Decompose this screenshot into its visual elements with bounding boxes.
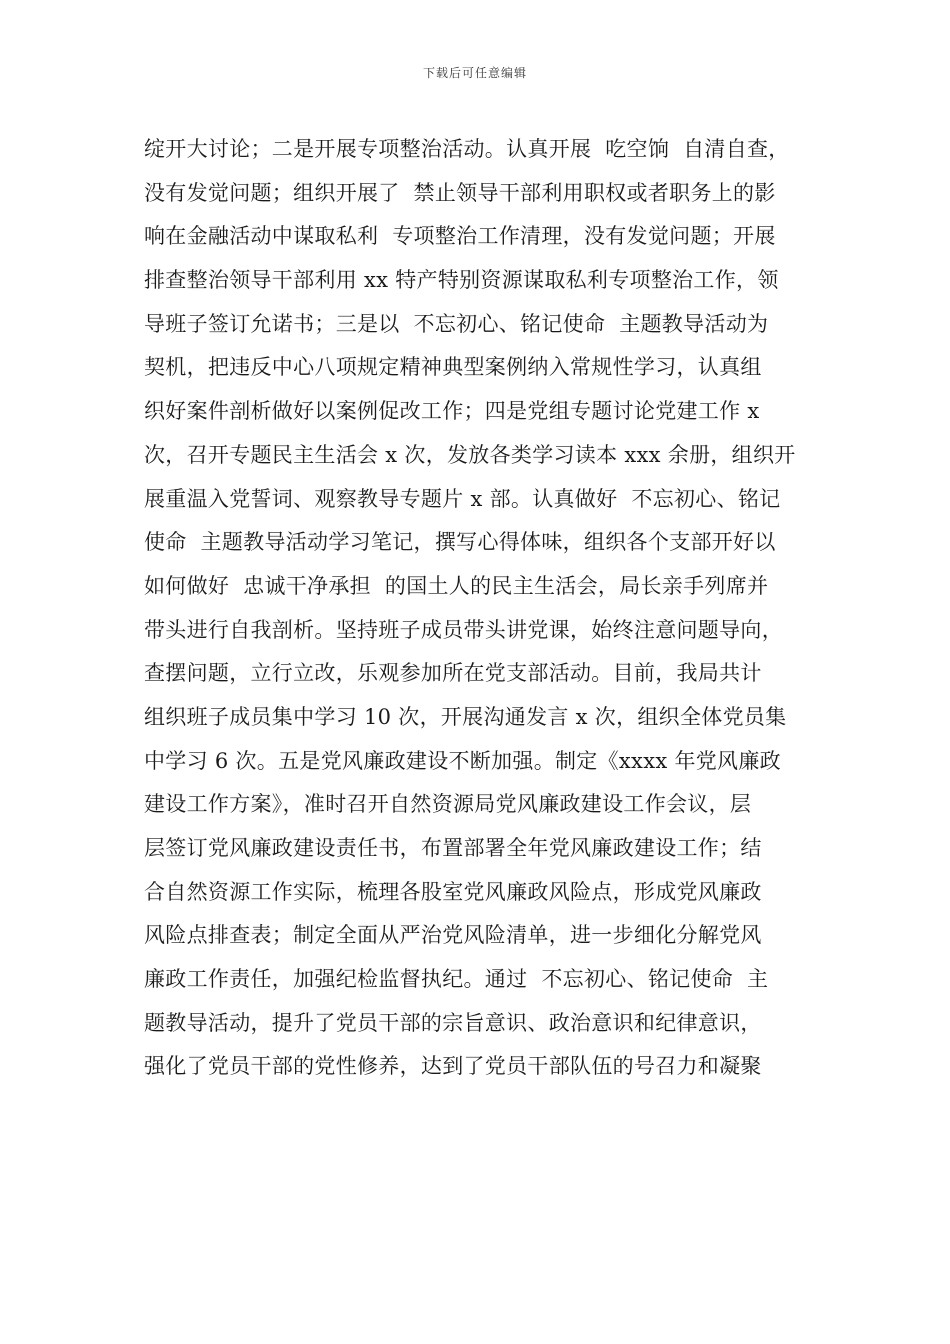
text-line: 廉政工作责任，加强纪检监督执纪。通过 不忘初心、铭记使命 主 xyxy=(144,967,769,992)
text-line: 查摆问题，立行立改，乐观参加所在党支部活动。目前，我局共计 xyxy=(144,661,762,686)
text-line: 如何做好 忠诚干净承担 的国土人的民主生活会，局长亲手列席并 xyxy=(144,573,769,598)
text-line: 次，召开专题民主生活会 x 次，发放各类学习读本 xxx 余册，组织开 xyxy=(144,442,796,467)
text-line: 带头进行自我剖析。坚持班子成员带头讲党课，始终注意问题导向， xyxy=(144,617,783,642)
text-line: 使命 主题教导活动学习笔记，撰写心得体味，组织各个支部开好以 xyxy=(144,530,776,555)
text-line: 层签订党风廉政建设责任书，布置部署全年党风廉政建设工作；结 xyxy=(144,836,762,860)
text-line: 导班子签订允诺书；三是以 不忘初心、铭记使命 主题教导活动为 xyxy=(144,311,769,336)
text-line: 中学习 6 次。五是党风廉政建设不断加强。制定《xxxx 年党风廉政 xyxy=(144,748,781,773)
text-line: 响在金融活动中谋取私利 专项整治工作清理，没有发觉问题；开展 xyxy=(144,224,776,249)
text-line: 组织班子成员集中学习 10 次，开展沟通发言 x 次，组织全体党员集 xyxy=(144,704,787,729)
text-line: 契机，把违反中心八项规定精神典型案例纳入常规性学习，认真组 xyxy=(144,355,762,380)
page-header: 下载后可任意编辑 xyxy=(422,66,527,80)
text-line: 织好案件剖析做好以案例促改工作；四是党组专题讨论党建工作 x xyxy=(144,399,760,424)
body-paragraph xyxy=(144,128,834,1089)
text-line: 展重温入党誓词、观察教导专题片 x 部。认真做好 不忘初心、铭记 xyxy=(144,486,781,511)
text-line: 排查整治领导干部利用 xx 特产特别资源谋取私利专项整治工作，领 xyxy=(144,268,779,293)
text-line: 合自然资源工作实际，梳理各股室党风廉政风险点，形成党风廉政 xyxy=(144,879,762,904)
text-line: 题教导活动，提升了党员干部的宗旨意识、政治意识和纪律意识， xyxy=(144,1010,762,1035)
text-line: 强化了党员干部的党性修养，达到了党员干部队伍的号召力和凝聚 xyxy=(144,1054,762,1079)
text-line: 绽开大讨论；二是开展专项整治活动。认真开展 吃空饷 自清自查， xyxy=(144,137,790,161)
text-line: 建设工作方案》，准时召开自然资源局党风廉政建设工作会议，层 xyxy=(144,792,752,817)
text-line: 风险点排查表；制定全面从严治党风险清单，进一步细化分解党风 xyxy=(144,923,762,948)
text-line: 没有发觉问题；组织开展了 禁止领导干部利用职权或者职务上的影 xyxy=(144,180,776,205)
